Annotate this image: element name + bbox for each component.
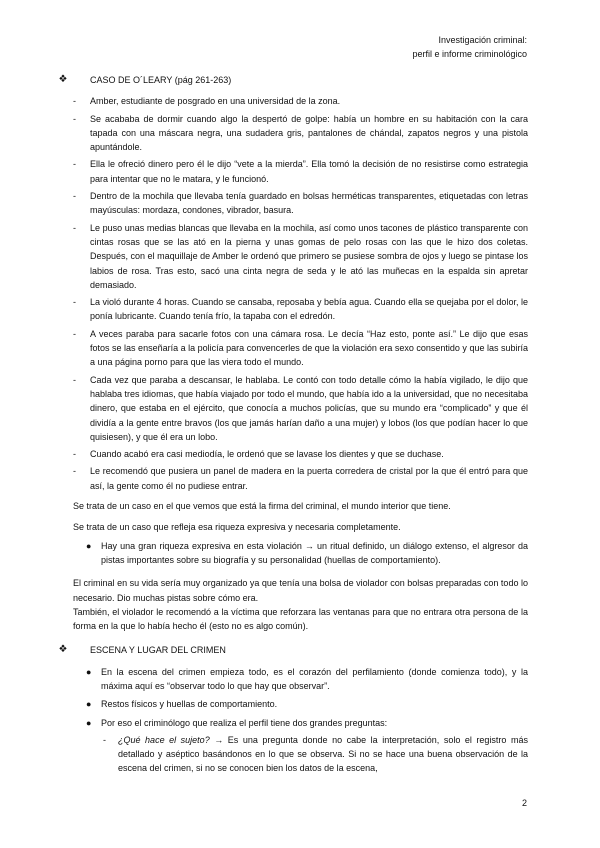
dash-marker: - [73, 297, 76, 308]
list-item: - A veces paraba para sacarle fotos con una cámara rosa. Le decía “Haz esto, ponte así.” Le dijo que esas fotos se las enseñaría a la policía para convencerles de que la violación era sexo consentido y que las subiría a una página porno para que las viera todo el mundo. [73, 328, 528, 368]
bullet-dot-icon: ● [86, 540, 92, 551]
dash-marker: - [73, 159, 76, 170]
header-title: Investigación criminal: [438, 35, 527, 45]
list-item: ● Restos físicos y huellas de comportamiento. [73, 697, 528, 711]
dash-marker: - [103, 734, 106, 745]
paragraph-richness: Se trata de un caso que refleja esa riqueza expresiva y necesaria completamente. [73, 522, 401, 533]
bullet-dot-icon: ● [86, 666, 92, 677]
dash-marker: - [73, 191, 76, 202]
document-body [58, 73, 528, 782]
dash-marker: - [73, 328, 76, 339]
sub-list [101, 733, 528, 776]
paragraph-recommendation: También, el violador le recomendó a la víctima que reforzara las ventanas para que no entrara otra persona de la forma en la que lo había hecho él (esto no es algo común). [73, 606, 528, 632]
list-item: - ¿Qué hace el sujeto? → Es una pregunta donde no cabe la interpretación, solo el registro más detallado y aséptico basándonos en lo que se observa. Si no se hace una buena observación de la escena del crimen, si no se conocen bien los datos de la escena, [103, 734, 528, 774]
list-item: - Cada vez que paraba a descansar, le hablaba. Le contó con todo detalle cómo la había vigilado, le dijo que hablaba tres idiomas, que había viajado por todo el mundo, que había ido a la universidad, que no necesitaba dinero, que estaba en el ejército, que conocía a muchos policías, que su mundo era “complicado” y que él dividía a la gente entre bravos (los que jamás harían daño a una mujer) y lobos (los que podían hacer lo que quisiesen), y que él era un lobo. [73, 374, 528, 442]
paragraph-signature: Se trata de un caso en el que vemos que está la firma del criminal, el mundo interior que tiene. [73, 501, 451, 512]
dash-marker: - [73, 466, 76, 477]
list-item: - Dentro de la mochila que llevaba tenía guardado en bolsas herméticas transparentes, etiquetadas con letras mayúsculas: mordaza, condones, vibrador, basura. [73, 191, 528, 216]
diamond-bullet-icon: ❖ [58, 74, 68, 85]
section-title: ESCENA Y LUGAR DEL CRIMEN [90, 645, 226, 656]
list-item: - La violó durante 4 horas. Cuando se cansaba, reposaba y bebía agua. Cuando ella se quejaba por el dolor, le ponía lubricante. Cuando tenía frío, la tapaba con el edredón. [73, 297, 528, 322]
question-label: ¿Qué hace el sujeto? → [118, 734, 224, 745]
running-header [412, 33, 527, 61]
page-number: 2 [521, 798, 527, 808]
list-item: - Se acababa de dormir cuando algo la despertó de golpe: había un hombre en su habitación con la cara tapada con una máscara negra, una sudadera gris, pantalones de chándal, zapatos negros y una pistola apuntándole. [73, 113, 528, 153]
list-item: - Amber, estudiante de posgrado en una universidad de la zona. [73, 94, 528, 108]
section-heading-oleary [58, 73, 528, 87]
crime-scene-bullet-list [73, 665, 528, 776]
list-item: - Ella le ofreció dinero pero él le dijo “vete a la mierda”. Ella tomó la decisión de no resistirse como estrategia para intentar que no le matara, y le funcionó. [73, 159, 528, 184]
section-heading-crime-scene [58, 643, 528, 657]
dash-marker: - [73, 374, 76, 385]
list-item: - Le puso unas medias blancas que llevaba en la mochila, así como unos tacones de plástico transparente con cintas rosas que se las ató en la pierna y unas gomas de pelo rosas con las que le hizo dos coletas. Después, con el maquillaje de Amber le ordenó que primero se pusiese sombra de ojos y luego se pintase los labios de rosa. Tras esto, sacó una cinta negra de seda y le ató las muñecas en la espalda sin apretar demasiado. [73, 222, 528, 290]
diamond-bullet-icon: ❖ [58, 644, 68, 656]
list-item: - Cuando acabó era casi mediodía, le ordenó que se lavase los dientes y que se duchase. [73, 447, 528, 461]
richness-bullet-list [73, 539, 528, 568]
section-title: CASO DE O´LEARY (pág 261-263) [90, 75, 232, 85]
case-facts-list [73, 94, 528, 493]
dash-marker: - [73, 449, 76, 460]
list-item: ● Hay una gran riqueza expresiva en esta violación → un ritual definido, un diálogo extenso, el algresor da pistas importantes sobre su biografía y su personalidad (huellas de comportamiento). [86, 540, 528, 565]
list-item: - Le recomendó que pusiera un panel de madera en la puerta corredera de cristal por la que él entró para que así, la gente como él no pudiese entrar. [73, 466, 528, 491]
list-item: ● Por eso el criminólogo que realiza el perfil tiene dos grandes preguntas: - ¿Qué hace el sujeto? → Es una pregunta donde no cabe la interpretación, solo el registro más detallado y aséptico basándonos en lo que se observa. Si no se hace una buena observación de la escena del crimen, si no se conocen bien los datos de la escena, [73, 716, 528, 776]
dash-marker: - [73, 113, 76, 124]
bullet-dot-icon: ● [86, 717, 92, 728]
list-item: ● En la escena del crimen empieza todo, es el corazón del perfilamiento (donde comienza todo), y la máxima aquí es “observar todo lo que hay que observar”. [86, 666, 528, 691]
header-subtitle: perfil e informe criminológico [412, 49, 527, 59]
dash-marker: - [73, 96, 76, 107]
paragraph-organized: El criminal en su vida sería muy organizado ya que tenía una bolsa de violador con bolsas preparadas con todo lo necesario. Dio muchas pistas sobre cómo era. [73, 578, 528, 603]
bullet-dot-icon: ● [86, 699, 92, 710]
dash-marker: - [73, 222, 76, 233]
